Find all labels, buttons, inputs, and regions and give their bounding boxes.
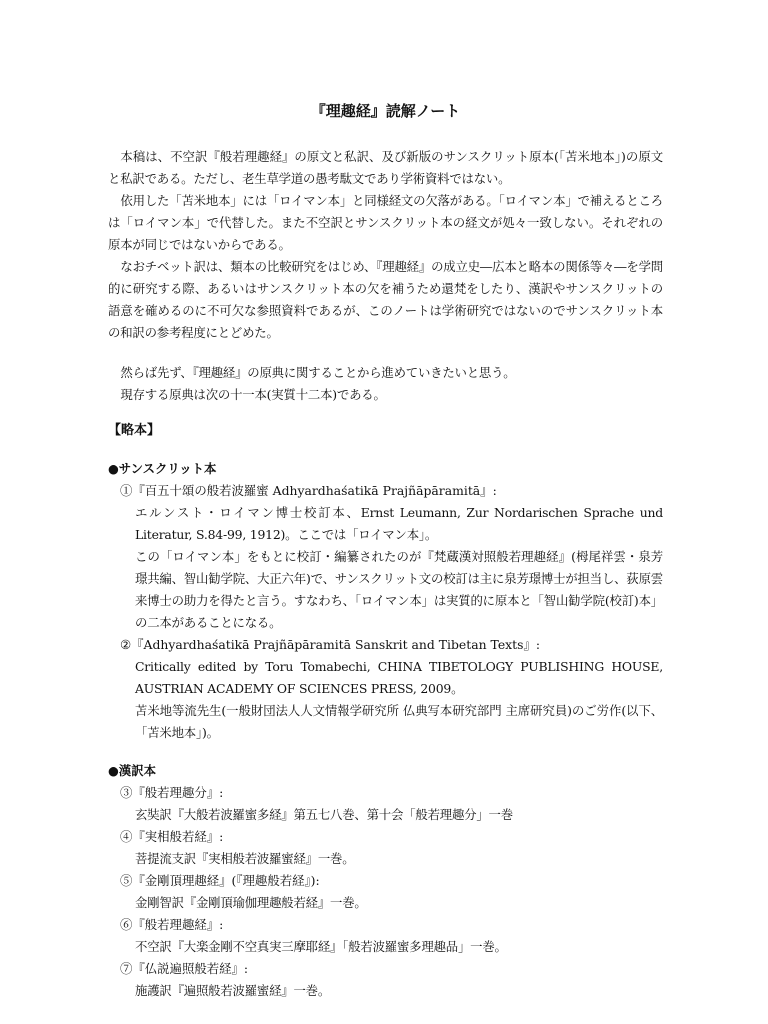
outro-paragraph: 現存する原典は次の十一本(実質十二本)である。 [120, 387, 386, 402]
intro-paragraph: 本稿は、不空訳『般若理趣経』の原文と私訳、及び新版のサンスクリット原本(「苫米地本」)の原文と私訳である。ただし、老生草学道の愚考駄文であり学術資料ではない。 [108, 149, 663, 186]
outro-paragraph: 然らば先ず、『理趣経』の原典に関することから進めていきたいと思う。 [120, 365, 516, 380]
document-title: 『理趣経』読解ノート [310, 102, 461, 120]
source-item-body: 金剛智訳『金剛頂瑜伽理趣般若経』一巻。 [135, 895, 367, 910]
outro-section [108, 362, 663, 406]
intro-section [108, 146, 663, 344]
source-item-title: ④『実相般若経』: [120, 829, 224, 844]
group-sanskrit [108, 458, 663, 744]
group-label: ●漢訳本 [108, 763, 156, 778]
group-chinese [108, 760, 663, 1002]
group-label: ●サンスクリット本 [108, 461, 217, 476]
source-item-body: Critically edited by Toru Tomabechi, CHINA TIBETOLOGY PUBLISHING HOUSE, AUSTRIAN ACADEMY OF SCIENCES PRESS, 2009。 [135, 659, 663, 696]
source-item-title: ②『Adhyardhaśatikā Prajñāpāramitā Sanskrit and Tibetan Texts』: [120, 637, 541, 652]
source-item-body: 苫米地等流先生(一般財団法人人文情報学研究所 仏典写本研究部門 主席研究員)のご労作(以下、「苫米地本」)。 [135, 703, 663, 740]
source-item-body: 施護訳『遍照般若波羅蜜経』一巻。 [135, 983, 331, 998]
source-item-body: この「ロイマン本」をもとに校訂・編纂されたのが『梵蔵漢対照般若理趣経』(栂尾祥雲・泉芳璟共編、智山勧学院、大正六年)で、サンスクリット文の校訂は主に泉芳璟博士が担当し、荻原雲来博士の助力を得たと言う。すなわち、「ロイマン本」は実質的に原本と「智山勧学院(校訂)本」の二本があることになる。 [135, 549, 663, 630]
source-item-title: ①『百五十頌の般若波羅蜜 Adhyardhaśatikā Prajñāpāramitā』: [120, 483, 497, 498]
source-item-body: エルンスト・ロイマン博士校訂本、Ernst Leumann, Zur Nordarischen Sprache und Literatur, S.84-99, 1912)。ここでは「ロイマン本」。 [135, 505, 663, 542]
source-item-body: 不空訳『大楽金剛不空真実三摩耶経』「般若波羅蜜多理趣品」一巻。 [135, 939, 507, 954]
source-item-body: 菩提流支訳『実相般若波羅蜜経』一巻。 [135, 851, 355, 866]
source-item-title: ⑥『般若理趣経』: [120, 917, 224, 932]
intro-paragraph: なおチベット訳は、類本の比較研究をはじめ、『理趣経』の成立史―広本と略本の関係等々―を学問的に研究する際、あるいはサンスクリット本の欠を補うため還梵をしたり、漢訳やサンスクリットの語意を確めるのに不可欠な参照資料であるが、このノートは学術研究ではないのでサンスクリット本の和訳の参考程度にとどめた。 [108, 259, 663, 340]
section-heading: 【略本】 [108, 423, 161, 438]
source-item-body: 玄奘訳『大般若波羅蜜多経』第五七八巻、第十会「般若理趣分」一巻 [135, 807, 513, 822]
source-item-title: ③『般若理趣分』: [120, 785, 224, 800]
source-item-title: ⑤『金剛頂理趣経』(『理趣般若経』): [120, 873, 320, 888]
intro-paragraph: 依用した「苫米地本」には「ロイマン本」と同様経文の欠落がある。「ロイマン本」で補えるところは「ロイマン本」で代替した。また不空訳とサンスクリット本の経文が処々一致しない。それぞれの原本が同じではないからである。 [108, 193, 663, 252]
source-item-title: ⑦『仏説遍照般若経』: [120, 961, 249, 976]
